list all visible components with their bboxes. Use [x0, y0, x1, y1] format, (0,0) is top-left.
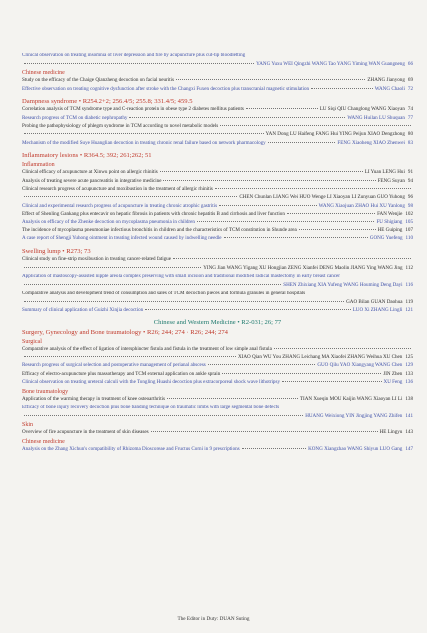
toc-entry-page: 105	[405, 219, 413, 226]
toc-entry[interactable]	[22, 53, 413, 67]
toc-entry-title: Correlation analysis of TCM syndrome type and C-reaction protein in obese type 2 diabetes mellitus patients	[22, 106, 244, 113]
toc-entry-authors: GUO Qilu YAO Xiangyang WANG Chen	[317, 362, 403, 369]
dot-leader	[151, 431, 378, 432]
toc-entry[interactable]	[22, 141, 413, 147]
toc-entry-authors: YING Jian WANG Yigang XU Hongjian ZENG Xianfei DENG Maolin JIANG Ying WANG Jing	[203, 264, 403, 271]
dot-leader	[299, 229, 376, 230]
dot-leader	[145, 309, 350, 310]
toc-entry[interactable]	[22, 87, 413, 93]
toc-entry-page: 69	[407, 77, 413, 84]
toc-entry-title: Clinical research progress of acupuncture and moxibustion in the treatment of allergic rhinitis	[22, 185, 213, 192]
dot-leader	[268, 142, 336, 143]
toc-entry[interactable]	[22, 380, 413, 386]
toc-entry-page: 72	[407, 85, 413, 92]
toc-entry-authors: CHEN Chunlan LIANG Wei HUO Wenge LI Xiaoyan LI Zunyuan GUO Yuhong	[239, 194, 405, 201]
dot-leader	[311, 88, 373, 89]
toc-entry-title: A case report of Shengji Yuhong ointment in treating infected wound caused by indwelling needle	[22, 235, 222, 242]
toc-entry-title: Summary of clinical application of Guizhi Xinjia decoction	[22, 306, 144, 313]
toc-entry-title: Mechanism of the modified Suye Huanglian decoction in treating chronic renal failure based on network pharmacology	[22, 139, 266, 146]
section-heading-dampness-syndrome: Dampness syndrome • R254.2+2; 256.4/5; 255.8; 331.4/5; 459.5	[22, 98, 193, 106]
toc-entry-page: 136	[405, 378, 413, 385]
toc-entry-title: Analysis of treating severe acute pancreatitis in integrative medicine	[22, 177, 162, 184]
toc-entry-title: Application of the warming therapy in treatment of knee osteoarthritis	[22, 395, 166, 402]
toc-entry-authors: SHEN Zhixiang XIA Yufeng WANG Houming Deng Dayi	[283, 281, 403, 288]
section-heading-inflammation: Inflammation	[22, 162, 55, 169]
toc-entry-authors: XIAO Qian WU You ZHANG Leichang MA Xiaofei ZHANG Weihua XU Chen	[238, 354, 403, 361]
editor-in-duty-footer: The Editor in Duty: DUAN Suting	[177, 616, 250, 622]
section-heading-chinese-medicine: Chinese medicine	[22, 438, 65, 445]
toc-entry-page: 94	[407, 177, 413, 184]
dot-leader	[274, 348, 411, 349]
dot-leader	[208, 364, 316, 365]
toc-entry[interactable]	[22, 236, 413, 242]
toc-entry-authors: FENG Suyan	[377, 177, 405, 184]
dot-leader	[24, 284, 281, 285]
toc-entry-title: Overview of fire acupuncture in the treatment of skin diseases	[22, 429, 149, 436]
dot-leader	[24, 301, 344, 302]
toc-entry-authors: WANG Xiaojuan ZHAO Hui XU Yanlong	[318, 202, 405, 209]
toc-entry-authors: HE Lingyu	[379, 429, 403, 436]
dot-leader	[24, 63, 254, 64]
toc-entry-page: 116	[405, 281, 413, 288]
dot-leader	[24, 356, 236, 357]
dot-leader	[224, 237, 368, 238]
toc-entry-authors: GONG Yuefeng	[369, 235, 403, 242]
dot-leader	[167, 398, 298, 399]
toc-entry-authors: GAO Bilan GUAN Daohua	[346, 298, 403, 305]
section-heading-skin: Skin	[22, 422, 34, 429]
toc-entry-page: 74	[407, 106, 413, 113]
toc-entry[interactable]	[22, 274, 413, 288]
section-heading-chinese-medicine: Chinese medicine	[22, 70, 65, 77]
toc-entry[interactable]	[22, 447, 413, 453]
dot-leader	[24, 415, 303, 416]
toc-entry-page: 141	[405, 412, 413, 419]
toc-entry-title: Comparative analysis and development trend of consumption and sales of TCM decoction pieces and formula granules in general hospitals	[22, 290, 306, 296]
dot-leader	[173, 258, 411, 259]
toc-entry-page: 66	[407, 60, 413, 67]
toc-entry-authors: YAN Dong LU Haifeng FANG Hui YING Peijun XIAO Dengzhong	[265, 131, 405, 138]
toc-entry-authors: HE Guiping	[377, 227, 403, 234]
toc-entry-title: Effect of Shenling Gankang plus entecavir on hepatic fibrosis in patients with chronic hepatitis B and cirrhosis and liver function	[22, 210, 285, 217]
toc-entry-authors: WANG Chaoli	[374, 85, 405, 92]
toc-entry-page: 96	[407, 194, 413, 201]
toc-entry-authors: YANG Yuxu WEI Qingzhi WANG Tao YANG Yiming WAN Guangneng	[256, 60, 405, 67]
toc-entry-page: 133	[405, 370, 413, 377]
toc-entry-authors: LI Yuan LENG Hui	[364, 169, 405, 176]
toc-entry-authors: WANG Huilan LU Shuquan	[347, 114, 405, 121]
toc-entry[interactable]	[22, 308, 413, 314]
dot-leader	[282, 381, 382, 382]
toc-entry-authors: ZHANG Jianyong	[367, 77, 405, 84]
dot-leader	[129, 117, 345, 118]
toc-entry-page: 121	[405, 306, 413, 313]
dot-leader	[219, 205, 317, 206]
toc-entry-page: 91	[407, 169, 413, 176]
toc-entry-page: 125	[405, 354, 413, 361]
toc-entry-title: Analysis on efficacy of the Zhenke decoction on mycoplasma pneumonia in children	[22, 219, 195, 226]
section-heading-inflammatory-lesions: Inflammatory lesions • R364.5; 392; 261;262; 51	[22, 152, 152, 160]
dot-leader	[215, 188, 411, 189]
section-heading-bone-traumatology: Bone traumatology	[22, 388, 69, 395]
toc-entry-authors: TIAN Xueqin MOU Kaijin WANG Xiaoyan LI Li	[299, 395, 403, 402]
section-heading-swelling-lump: Swelling lump • R273; 73	[22, 248, 91, 256]
toc-entry[interactable]	[22, 347, 413, 361]
toc-entry[interactable]	[22, 124, 413, 138]
toc-entry-title: Research progress of TCM on diabetic nephropathy	[22, 114, 128, 121]
toc-entry-authors: HUANG Weixiong YIN Jingjing YANG Zhifen	[305, 412, 403, 419]
dot-leader	[220, 125, 411, 126]
toc-entry-title: Efficacy of bone injury recovery decoction plus bone banding technique on traumatic limbs with large segmental bone defects	[22, 404, 280, 410]
toc-entry-title: Clinical efficacy of acupuncture at Xinwu point on allergic rhinitis	[22, 169, 158, 176]
toc-entry-authors: JIN Zhen	[383, 370, 403, 377]
toc-entry-page: 102	[405, 210, 413, 217]
dot-leader	[24, 267, 201, 268]
toc-entry-title: Clinical and experimental research progress of acupuncture in treating chronic atrophic gastritis	[22, 202, 218, 209]
toc-entry-page: 98	[407, 202, 413, 209]
toc-entry-page: 112	[405, 264, 413, 271]
dot-leader	[287, 213, 375, 214]
dot-leader	[163, 180, 375, 181]
dot-leader	[176, 79, 365, 80]
toc-entry-page: 119	[405, 298, 413, 305]
dot-leader	[242, 448, 306, 449]
dot-leader	[160, 171, 363, 172]
section-heading-surgical: Surgical	[22, 338, 42, 345]
toc-entry-page: 110	[405, 235, 413, 242]
dot-leader	[246, 108, 318, 109]
toc-entry-authors: KONG Xiangzhao WANG Shiyun LUO Gang	[308, 445, 403, 452]
section-heading-chinese-and-western-medicine: Chinese and Western Medicine • R2-031; 26; 77	[153, 318, 282, 326]
toc-entry[interactable]	[22, 107, 413, 113]
toc-entry-title: Application of mastoscopy-assisted nipple areola complex preserving with small incision and traditional modified radical mastectomy in early breast cancer	[22, 274, 340, 280]
toc-entry-authors: FAN Wenjie	[377, 210, 403, 217]
toc-entry-title: The incidence of mycoplasma pneumoniae infectious bronchitis in children and the characteristics of TCM constitution in Shunde area	[22, 227, 297, 234]
toc-entry-title: Efficacy of electro-acupuncture plus massotherapy and TCM external application on ankle sprain	[22, 370, 221, 377]
toc-entry-title: Effective observation on treating cognitive dysfunction after stroke with the Changxi Fuxen decoction plus transcranial magnetic stimulation	[22, 85, 310, 92]
toc-entry[interactable]	[22, 291, 413, 305]
dot-leader	[24, 133, 264, 134]
toc-entry-title: Study on the efficacy of the Chaige Qianzheng decoction on facial neuritis	[22, 77, 174, 84]
dot-leader	[24, 196, 237, 197]
toc-entry-page: 107	[405, 227, 413, 234]
toc-entry[interactable]	[22, 257, 413, 271]
section-heading-surgery-gynecology-bone: Surgery, Gynecology and Bone traumatology • R26; 244; 274 · R26; 244; 274	[22, 328, 228, 336]
toc-entry-title: Analysis on the Zhang Xichun's compatibility of Rhizoma Dioscoreae and Fructus Corni in 9 prescriptions	[22, 445, 240, 452]
toc-entry-title: Clinical study on fine-strip moxibustion in treating cancer-related fatigue	[22, 256, 171, 263]
toc-entry[interactable]	[22, 430, 413, 436]
toc-entry-authors: FU Shigiang	[376, 219, 403, 226]
toc-entry-authors: LUO Xi ZHANG Lingli	[352, 306, 403, 313]
toc-entry-title: Comparative analysis of the effect of ligation of intersphincter fistula and fistula in the treatment of low simple anal fistula	[22, 345, 272, 352]
toc-entry-title: Probing the pathophysiology of phlegm syndrome in TCM according to novel metabolic models	[22, 122, 219, 129]
toc-entry-page: 77	[407, 114, 413, 121]
toc-entry-title: Research progress of surgical selection and postoperative management of perianal abscess	[22, 362, 206, 369]
toc-entry[interactable]	[22, 187, 413, 201]
toc-entry-page: 80	[407, 131, 413, 138]
toc-entry-page: 147	[405, 445, 413, 452]
toc-entry-title: Clinical observation on treating ureteral calculi with the Tongling Huashi decoction plus extracorporeal shock wave lithotripsy	[22, 378, 280, 385]
toc-entry-title: Clinical observation on treating insomnia of liver depression and fire by acupuncture plus cut-tip bloodletting	[22, 53, 246, 58]
toc-entry-page: 143	[405, 429, 413, 436]
toc-entry-authors: LU Siqi QIU Changlong WANG Xiaoyan	[319, 106, 405, 113]
toc-entry-page: 83	[407, 139, 413, 146]
toc-entry-page: 138	[405, 395, 413, 402]
dot-leader	[222, 373, 381, 374]
toc-entry-authors: FENG Xiaoheng XIAO Zhenwei	[337, 139, 405, 146]
toc-entry-authors: XU Feng	[383, 378, 403, 385]
toc-entry-page: 129	[405, 362, 413, 369]
dot-leader	[197, 221, 375, 222]
toc-entry[interactable]	[22, 405, 413, 419]
